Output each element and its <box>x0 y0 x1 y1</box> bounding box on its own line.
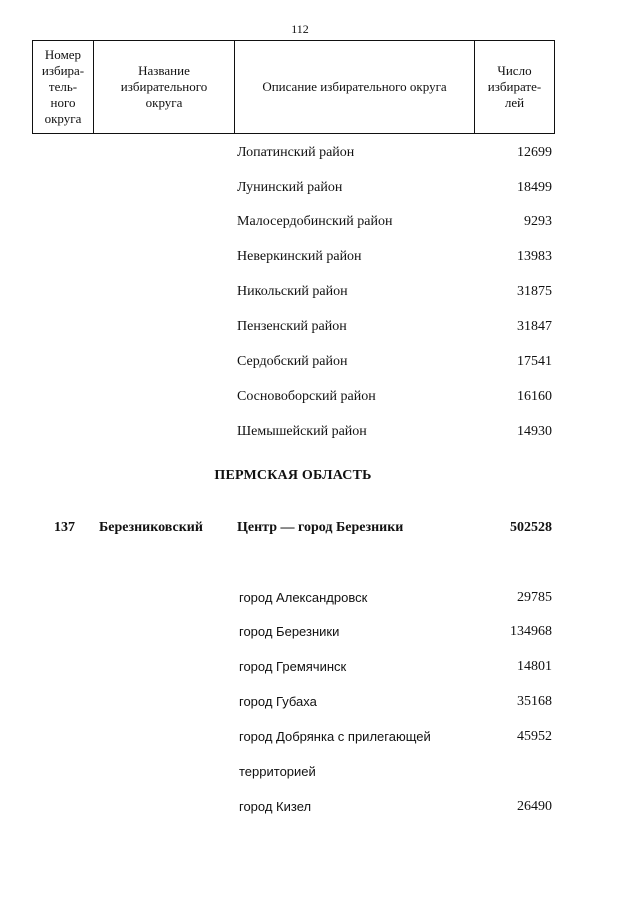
row-voters: 13983 <box>517 249 552 264</box>
district-row <box>0 516 640 540</box>
row-description: Никольский район <box>237 284 348 299</box>
row-voters: 9293 <box>524 214 552 229</box>
district-name: Березниковский <box>99 520 203 535</box>
row-description: Неверкинский район <box>237 249 362 264</box>
row-voters: 45952 <box>517 729 552 744</box>
table-row <box>0 280 640 304</box>
row-description: город Березники <box>239 624 340 639</box>
table-row <box>0 655 640 679</box>
row-voters: 31847 <box>517 319 552 334</box>
row-description: Шемышейский район <box>237 424 367 439</box>
row-voters: 12699 <box>517 145 552 160</box>
row-description: Сердобский район <box>237 354 348 369</box>
row-description: Сосновоборский район <box>237 389 376 404</box>
table-row <box>0 385 640 409</box>
table-row <box>0 141 640 165</box>
row-voters: 14930 <box>517 424 552 439</box>
header-district-number: Номер избира- тель- ного округа <box>33 41 94 133</box>
row-voters: 14801 <box>517 659 552 674</box>
table-row <box>0 725 640 749</box>
row-description: Малосердобинский район <box>237 214 393 229</box>
row-description: Пензенский район <box>237 319 347 334</box>
row-voters: 18499 <box>517 180 552 195</box>
district-center: Центр — город Березники <box>237 520 404 535</box>
row-voters: 17541 <box>517 354 552 369</box>
district-total-voters: 502528 <box>510 520 552 535</box>
row-voters: 29785 <box>517 590 552 605</box>
table-row <box>0 210 640 234</box>
table-row <box>0 586 640 610</box>
row-description: город Губаха <box>239 694 317 709</box>
row-description: город Александровск <box>239 590 368 605</box>
district-number: 137 <box>54 520 75 535</box>
row-voters: 35168 <box>517 694 552 709</box>
table-header <box>32 40 555 134</box>
section-title: ПЕРМСКАЯ ОБЛАСТЬ <box>214 468 372 483</box>
table-row <box>0 795 640 819</box>
header-district-description: Описание избирательного округа <box>235 41 475 133</box>
row-voters: 26490 <box>517 799 552 814</box>
table-row <box>0 315 640 339</box>
row-description: город Кизел <box>239 799 312 814</box>
table-row <box>0 690 640 714</box>
table-row <box>0 350 640 374</box>
table-row <box>0 420 640 444</box>
page-number: 112 <box>291 22 309 36</box>
header-district-name: Название избирательного округа <box>94 41 235 133</box>
row-description: Лунинский район <box>237 180 343 195</box>
header-voter-count: Число избирате- лей <box>487 63 542 110</box>
row-voters: 31875 <box>517 284 552 299</box>
row-voters: 16160 <box>517 389 552 404</box>
row-voters: 134968 <box>510 624 552 639</box>
row-description: Лопатинский район <box>237 145 355 160</box>
row-description: территорией <box>239 764 316 779</box>
table-row <box>0 620 640 644</box>
table-row <box>0 176 640 200</box>
table-row <box>0 245 640 269</box>
row-description: город Гремячинск <box>239 659 347 674</box>
table-row <box>0 760 640 784</box>
row-description: город Добрянка с прилегающей <box>239 729 431 744</box>
